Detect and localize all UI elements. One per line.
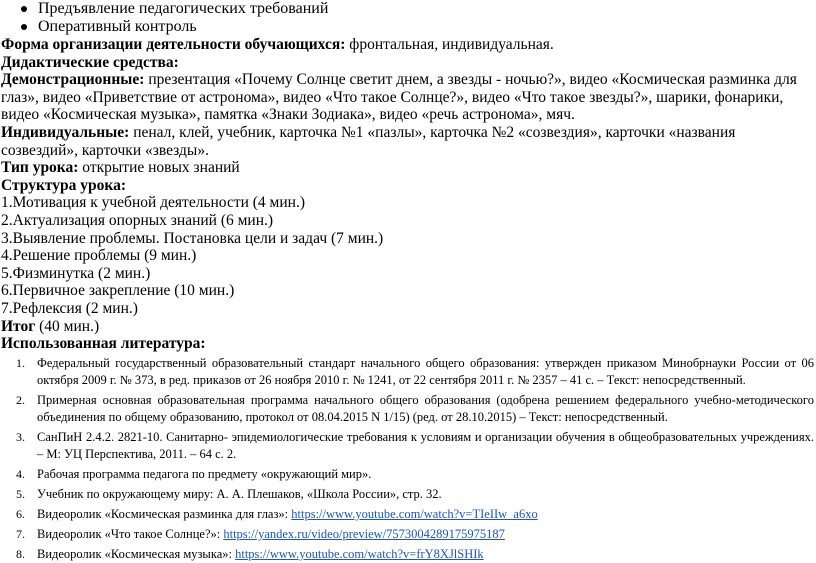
literature-item bbox=[0, 466, 816, 483]
literature-text: Видеоролик «Что такое Солнце?»: bbox=[37, 526, 224, 541]
structure-step: 6.Первичное закрепление (10 мин.) bbox=[1, 282, 235, 300]
bullet-text: Предъявление педагогических требований bbox=[38, 0, 329, 17]
total-value: (40 мин.) bbox=[35, 317, 100, 335]
indiv-label: Индивидуальные: bbox=[1, 123, 130, 141]
indiv-text: пенал, клей, учебник, карточка №1 «пазлы», карточка №2 «созвездия», карточки «названия созвездий», карточки «звезды». bbox=[1, 123, 736, 159]
forms-value: фронтальная, индивидуальная. bbox=[345, 36, 554, 53]
structure-step: 3.Выявление проблемы. Постановка цели и задач (7 мин.) bbox=[1, 229, 384, 247]
literature-item bbox=[0, 506, 816, 523]
structure-step: 5.Физминутка (2 мин.) bbox=[1, 264, 151, 282]
forms-label: Форма организации деятельности обучающихся: bbox=[1, 36, 346, 53]
total-label: Итог bbox=[1, 317, 36, 335]
total-paragraph bbox=[0, 318, 816, 336]
structure-step: 2.Актуализация опорных знаний (6 мин.) bbox=[1, 211, 274, 229]
literature-number: 2. bbox=[16, 392, 25, 407]
demo-text: презентация «Почему Солнце светит днем, а звезды - ночью?», видео «Космическая разминка для глаз», видео «Приветствие от астронома», видео «Что такое Солнце?», видео «Что такое звезды?», шарики, фонарики, видео «Космическая музыка», памятка «Знаки Зодиака», видео «речь астронома», мяч. bbox=[1, 71, 797, 124]
literature-number: 3. bbox=[16, 429, 25, 444]
literature-item bbox=[0, 429, 816, 463]
literature-text: Федеральный государственный образовательный стандарт начального общего образования: утвержден приказом Минобрнауки России от 06 октября 2009 г. № 373, в ред. приказов от 26 ноября 2010 г. № 1241, от 22 сентября 2011 г. № 2357 – 41 с. – Текст: непосредственный. bbox=[37, 355, 814, 387]
lesson-type-paragraph bbox=[0, 159, 816, 177]
literature-list bbox=[0, 355, 816, 563]
literature-text: Видеоролик «Космическая разминка для глаз»: bbox=[37, 506, 292, 521]
bullet-dot-icon bbox=[21, 6, 27, 12]
demo-paragraph bbox=[0, 71, 816, 124]
structure-step: 7.Рефлексия (2 мин.) bbox=[1, 299, 138, 317]
structure-heading: Структура урока: bbox=[1, 176, 127, 194]
bullet-item bbox=[0, 18, 816, 36]
literature-text: СанПиН 2.4.2. 2821-10. Санитарно- эпидемиологические требования к условиям и организации обучения в общеобразовательных учреждениях. – М: УЦ Перспектива, 2011. – 64 с. 2. bbox=[37, 429, 814, 461]
literature-number: 1. bbox=[16, 355, 25, 370]
literature-number: 8. bbox=[16, 546, 25, 561]
demo-label: Демонстрационные: bbox=[1, 71, 145, 89]
video-link-what-is-sun[interactable]: https://yandex.ru/video/preview/7573004289175975187 bbox=[223, 526, 505, 541]
bullet-text: Оперативный контроль bbox=[38, 18, 197, 35]
literature-item bbox=[0, 486, 816, 503]
literature-item bbox=[0, 526, 816, 543]
literature-text: Учебник по окружающему миру: А. А. Плешаков, «Школа России», стр. 32. bbox=[37, 486, 442, 501]
bullet-item bbox=[0, 0, 816, 18]
literature-item bbox=[0, 355, 816, 389]
literature-number: 4. bbox=[16, 466, 25, 481]
indiv-paragraph bbox=[0, 124, 816, 159]
literature-item bbox=[0, 546, 816, 563]
lesson-type-label: Тип урока: bbox=[1, 159, 79, 177]
didactic-heading: Дидактические средства: bbox=[1, 53, 179, 71]
literature-text: Видеоролик «Космическая музыка»: bbox=[37, 546, 236, 561]
structure-step: 1.Мотивация к учебной деятельности (4 мин.) bbox=[1, 194, 305, 212]
forms-paragraph bbox=[0, 36, 816, 54]
structure-step: 4.Решение проблемы (9 мин.) bbox=[1, 247, 197, 265]
bullet-dot-icon bbox=[21, 24, 27, 30]
literature-text: Примерная основная образовательная программа начального общего образования (одобрена решением федерального учебно-методического объединения по общему образованию, протокол от 08.04.2015 N 1/15) (ред. от 28.10.2015) – Текст: непосредственный. bbox=[37, 392, 814, 424]
literature-heading: Использованная литература: bbox=[1, 335, 206, 353]
bullet-list bbox=[0, 0, 816, 36]
literature-item bbox=[0, 392, 816, 426]
literature-number: 6. bbox=[16, 506, 25, 521]
literature-number: 7. bbox=[16, 526, 25, 541]
lesson-type-value: открытие новых знаний bbox=[78, 159, 240, 177]
literature-text: Рабочая программа педагога по предмету «окружающий мир». bbox=[37, 466, 372, 481]
video-link-space-music[interactable]: https://www.youtube.com/watch?v=frY8XJlSHIk bbox=[235, 546, 484, 561]
video-link-eye-workout[interactable]: https://www.youtube.com/watch?v=TIeIIw_a6xo bbox=[291, 506, 538, 521]
literature-number: 5. bbox=[16, 486, 25, 501]
